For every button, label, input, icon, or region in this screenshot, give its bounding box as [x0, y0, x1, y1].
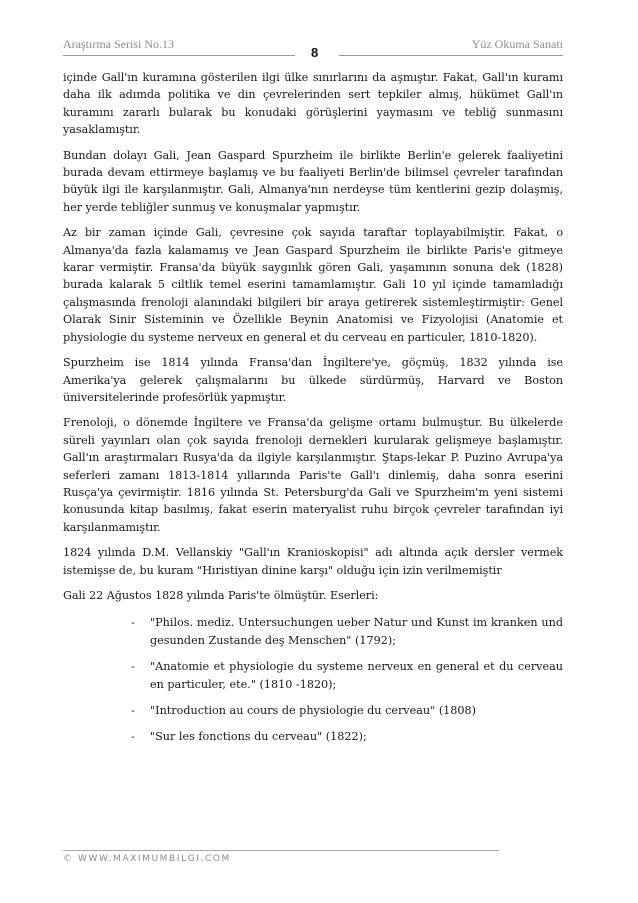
- paragraph: 1824 yılında D.M. Vellanskiy "Gall'ın Kranioskopisi" adı altında açık dersler vermek istemişse de, bu kuram "Hıristiyan dinine karşı" olduğu için izin verilmemiştir: [63, 546, 563, 577]
- header-rule-right: [339, 55, 563, 56]
- header-rule-left: [63, 55, 295, 56]
- list-dash: -: [131, 660, 135, 674]
- page-header: [63, 37, 563, 59]
- paragraph: Spurzheim ise 1814 yılında Fransa'dan İngiltere'ye, göçmüş, 1832 yılında ise Amerika'ya gelerek çalışmalarını bu ülkede sürdürmüş, Harvard ve Boston üniversitelerinde profesörlük yapmıştır.: [63, 356, 563, 404]
- work-title: "Sur les fonctions du cerveau" (1822);: [150, 730, 367, 744]
- list-dash: -: [131, 704, 135, 717]
- footer-rule: [63, 850, 499, 851]
- work-title: "Anatomie et physiologie du systeme nerveux en general et du cerveau en particuler, ete." (1810 -1820);: [150, 660, 563, 691]
- list-item: [63, 728, 563, 745]
- list-item: [63, 702, 563, 719]
- book-title: Yüz Okuma Sanatı: [471, 37, 563, 51]
- paragraph: Frenoloji, o dönemde İngiltere ve Fransa'da gelişme ortamı bulmuştur. Bu ülkelerde süreli yayınları olan çok sayıda frenoloji dernekleri kurularak gelişmeye başlamıştır. Gall'ın araştırmaları Rusya'da da ilgiyle karşılanmıştır. Ştaps-lekar P. Puzino Avrupa'ya seferleri zamanı 1813-1814 yıllarında Paris'te Gall'ı dinlemiş, daha sonra eserini Rusça'ya çevirmiştir. 1816 yılında St. Petersburg'da Gali ve Spurzheim'm yeni sistemi konusunda kitap basılmış, fakat eserin materyalist ruhu birçok çevreler tarafından iyi karşılanmamıştır.: [63, 416, 563, 534]
- page-number: 8: [311, 45, 319, 60]
- list-dash: -: [131, 730, 135, 744]
- page-body: [63, 69, 563, 755]
- work-title: "Philos. mediz. Untersuchungen ueber Natur und Kunst im kranken und gesunden Zustande deş Menschen" (1792);: [150, 616, 563, 647]
- works-list: [63, 614, 563, 745]
- list-item: [63, 658, 563, 693]
- list-dash: -: [131, 616, 135, 630]
- paragraph: Gali 22 Ağustos 1828 yılında Paris'te ölmüştür. Eserleri:: [63, 588, 379, 602]
- document-page: [63, 0, 563, 903]
- footer-website: © WWW.MAXIMUMBILGI.COM: [63, 854, 231, 864]
- paragraph: Az bir zaman içinde Gali, çevresine çok sayıda taraftar toplayabilmiştir. Fakat, o Almanya'da fazla kalamamış ve Jean Gaspard Spurzheim ile birlikte Paris'e gitmeye karar vermiştir. Fransa'da büyük saygınlık gören Gali, yaşamının sonuna dek (1828) burada kalarak 5 ciltlik temel eserini tamamlamıştır. Gali 10 yıl içinde tamamladığı çalışmasında frenoloji alanındaki bilgileri bir araya getirerek sistemleştirmiştir: Genel Olarak Sinir Sisteminin ve Özellikle Beynin Anatomisi ve Fizyolojisi (Anatomie et physiologie du systeme nerveux en general et du cerveau en particuler, 1810-1820).: [63, 226, 563, 344]
- paragraph: içinde Gall'ın kuramına gösterilen ilgi ülke sınırlarını da aşmıştır. Fakat, Gall'ın kuramı daha ilk adımda politika ve din çevrelerinden sert tepkiler almış, hükümet Gall'ın kuramını zararlı bularak bu konudaki görüşlerini yaymasını ve tebliğ sunmasını yasaklamıştır.: [63, 71, 563, 137]
- series-title: Araştırma Serisi No.13: [63, 37, 174, 51]
- list-item: [63, 614, 563, 649]
- work-title: "Introduction au cours de physiologie du cerveau" (1808): [150, 704, 477, 717]
- paragraph: Bundan dolayı Gali, Jean Gaspard Spurzheim ile birlikte Berlin'e gelerek faaliyetini burada devam ettirmeye başlamış ve bu faaliyeti Berlin'de bilimsel çevreler tarafından büyük ilgi ile karşılanmıştır. Gali, Almanya'nın nerdeyse tüm kentlerini gezip dolaşmış, her yerde tebliğler sunmuş ve konuşmalar yapmıştır.: [63, 148, 563, 214]
